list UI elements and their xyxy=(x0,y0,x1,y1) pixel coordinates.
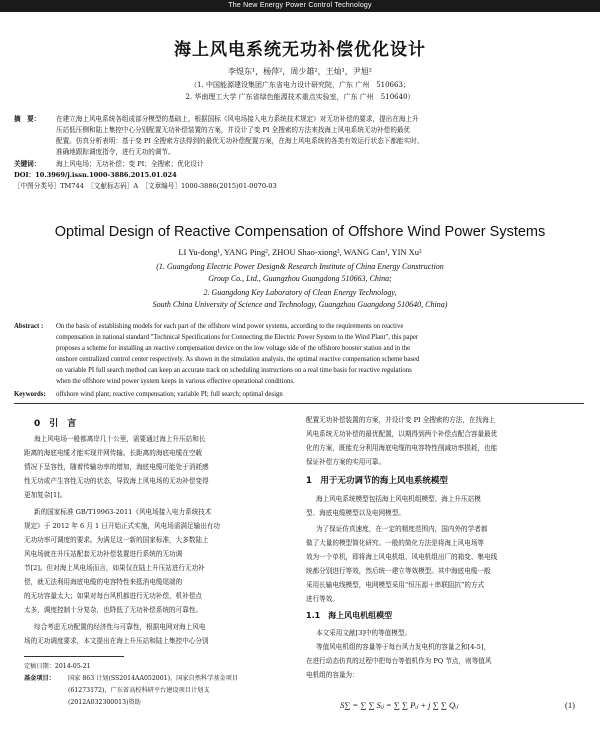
chinese-abstract-line: 在建立海上风电系统各组成部分模型的基础上，根据国标《风电场接入电力系统技术规定》对无功补偿的要求，提出在海上升 xyxy=(56,115,419,123)
section-1-1-line: 等值风电机组的容量等于每台风力发电机的容量之和[4-5]， xyxy=(316,643,491,651)
intro-line: 风电场就在升压站配套无功补偿装置进行系统的无功调 xyxy=(24,550,183,558)
english-abstract-label: Abstract : xyxy=(14,323,44,330)
equation-number: (1) xyxy=(565,700,575,710)
section-1-line: 统都分别进行等效，然后统一建立等效模型。其中海底电缆一般 xyxy=(306,567,491,575)
intro-line: 规定》于 2012 年 6 月 1 日开始正式实施，风电场需满足输出有功 xyxy=(24,522,220,530)
intro-line: 无功功率可调度的要求。为满足这一新的国家标准，大多数陆上 xyxy=(24,536,209,544)
english-authors: LI Yu-dong¹, YANG Ping², ZHOU Shao-xiong², WANG Can¹, YIN Xu² xyxy=(178,247,422,257)
chinese-title: 海上风电系统无功补偿优化设计 xyxy=(174,40,426,60)
section-1-line: 做了大量的模型简化研究。一般的简化方法是将海上风电场等 xyxy=(306,539,485,547)
chinese-affiliation-line: （1. 中国能源建设集团广东省电力设计研究院，广东 广州 510663； xyxy=(190,81,410,89)
english-abstract-line: compensation in national standard "Technical Specifications for Connecting the Electric Power System to the Wind Plant", this paper xyxy=(56,334,419,341)
intro-right-line: 配置无功补偿装置的方案，并设计变 PI 全搜索的方法，在找海上 xyxy=(306,416,496,424)
english-affiliation-line: (1. Guangdong Electric Power Design& Research Institute of China Energy Construction xyxy=(156,262,444,271)
fund-line: 国家 863 计划(SS2014AA052001)，国家自然科学基金项目 xyxy=(68,675,239,682)
section-divider xyxy=(14,403,584,404)
section-1-1-line: 电机组的容量为： xyxy=(306,671,359,679)
intro-line: 情况下呈容性，随着传输功率的增加，海底电缆可能处于消耗感 xyxy=(24,463,209,471)
intro-line: 性无功或产生容性无功的状态，导致海上风电场的无功补偿变得 xyxy=(24,477,209,485)
english-affiliation-line: Group Co., Ltd., Guangzhou Guangdong 510663, China; xyxy=(208,274,392,283)
english-title: Optimal Design of Reactive Compensation of Offshore Wind Power Systems xyxy=(54,224,546,240)
footnote-rule xyxy=(24,656,124,657)
english-keywords: offshore wind plant; reactive compensation; variable PI; full search; optimal design xyxy=(56,391,283,398)
section-1-1-line: 本文采用文献[3]中的等值模型。 xyxy=(316,629,412,637)
received-date: 定稿日期：2014-05-21 xyxy=(24,663,91,670)
section-1-line: 型、海底电缆模型以及电网模型。 xyxy=(306,509,405,517)
classification-line: ［中图分类号］TM744 ［文献标志码］A ［文章编号］1000-3886(2015)01-0070-03 xyxy=(14,182,277,190)
chinese-abstract-line: 配置。仿真分析表明：基于变 PI 全搜索方法得到的最优无功补偿配置方案，在海上风电系统的各类有效运行状态下都能实时、 xyxy=(56,137,424,145)
fund-line: (61273172)，广东省高校科研平台建设项目计划支 xyxy=(68,687,210,694)
section-1-line: 海上风电系统模型包括海上风电机组模型、海上升压站模 xyxy=(316,495,481,503)
section-1-line: 效为一个单机，即将海上风电机组、风电机组出厂的箱变、集电线 xyxy=(306,553,498,561)
intro-line: 偿，就无法利用海底电缆的电容特性来抵消电缆尾端的 xyxy=(24,578,183,586)
chinese-abstract-line: 准确地跟踪调度指令，进行无功的调节。 xyxy=(56,148,175,156)
intro-line: 太多，调度控制十分复杂，也降低了无功补偿系统的可靠性。 xyxy=(24,606,203,614)
english-abstract-line: on variable PI full search method can keep an accurate track on scheduling instructions on a real time basis for reactive regulations xyxy=(56,367,412,374)
section-1-1-heading: 1.1 海上风电机组模型 xyxy=(306,611,393,620)
section-1-1-line: 在进行动态仿真的过程中把每台等值机作为 PQ 节点，则等值风 xyxy=(306,657,492,665)
chinese-affiliation-line: 2. 华南理工大学 广东省绿色能源技术重点实验室，广东 广州 510640） xyxy=(185,93,415,101)
section-1-line: 为了保证仿真速度，在一定的精度范围内，国内外的学者都 xyxy=(316,525,488,533)
intro-right-line: 保证补偿方案的实用可靠。 xyxy=(306,458,386,466)
english-affiliation-line: South China University of Science and Technology, Guangzhou Guangdong 510640, China) xyxy=(152,300,448,309)
intro-line: 新的国家标准 GB/T19963-2011《风电场接入电力系统技术 xyxy=(34,508,212,516)
section-1-heading: 1 用于无功调节的海上风电系统模型 xyxy=(306,476,448,486)
fund-line: (2012A032300013)资助 xyxy=(68,699,141,706)
section-1-line: 进行等效。 xyxy=(306,595,339,603)
doi: DOI：10.3969/j.issn.1000-3886.2015.01.024 xyxy=(14,171,177,179)
intro-line: 的无功容量太大；如果对每台风机都进行无功补偿，机补偿点 xyxy=(24,592,203,600)
english-affiliation-line: 2. Guangdong Key Laboratory of Clean Energy Technology, xyxy=(203,288,397,297)
journal-name: The New Energy Power Control Technology xyxy=(228,2,372,9)
english-abstract-line: On the basis of establishing models for each part of the offshore wind power systems, according to the requirements on reactive xyxy=(56,323,404,330)
intro-line: 更加复杂[1]。 xyxy=(24,491,67,499)
english-abstract-line: when the offshore wind power system keeps in various effective operational conditions. xyxy=(56,378,295,385)
chinese-keywords: 海上风电场；无功补偿；变 PI；全搜索；优化设计 xyxy=(56,160,204,168)
intro-line: 距离的海底电缆才能实现并网传输。长距离的海底电缆在空载 xyxy=(24,449,203,457)
intro-heading: 0 引 言 xyxy=(34,419,77,429)
section-1-line: 采用长输电线模型，电网模型采用“恒压源＋串联阻抗”的方式 xyxy=(306,581,485,589)
fund-label: 基金项目： xyxy=(24,675,55,682)
chinese-authors: 李煜东¹，杨萍²，周少雄²，王灿¹，尹旭² xyxy=(227,67,373,76)
intro-right-line: 风电系统无功补偿的最优配置，以期得到两个补偿点配合容量最优 xyxy=(306,430,498,438)
chinese-abstract-line: 压站低压侧和陆上集控中心分别配置无功补偿装置的方案，并设计了变 PI 全搜索的方法来找海上风电系统无功补偿的最优 xyxy=(56,126,411,134)
intro-right-line: 化的方案，既能充分利用海底电缆的电容特性削减功率损耗，也能 xyxy=(306,444,498,452)
intro-line: 场的无功调度要求，本文提出在海上升压站和陆上集控中心分别 xyxy=(24,637,209,645)
english-abstract-line: proposes a scheme for installing an reactive compensation device on the low voltage side of the offshore booster station and in the xyxy=(56,345,411,352)
intro-line: 综合考虑无功配置的经济性与可靠性，根据电网对海上风电 xyxy=(34,623,206,631)
equation-1: S∑ = ∑ ∑ Sᵢⱼ = ∑ ∑ Pᵢⱼ + j ∑ ∑ Qᵢⱼ xyxy=(340,700,458,710)
intro-line: 节[2]。但对海上风电场而言，如果仅在陆上升压站进行无功补 xyxy=(24,564,205,572)
chinese-keywords-label: 关键词： xyxy=(14,160,41,168)
english-keywords-label: Keywords: xyxy=(14,391,46,398)
intro-line: 海上风电场一般都离岸几十公里，需要通过海上升压站和长 xyxy=(34,435,206,443)
english-abstract-line: onshore centralized control center respectively. As shown in the simulation analysis, the optimal reactive compensation scheme based xyxy=(56,356,420,363)
chinese-abstract-label: 摘 要： xyxy=(14,115,41,123)
